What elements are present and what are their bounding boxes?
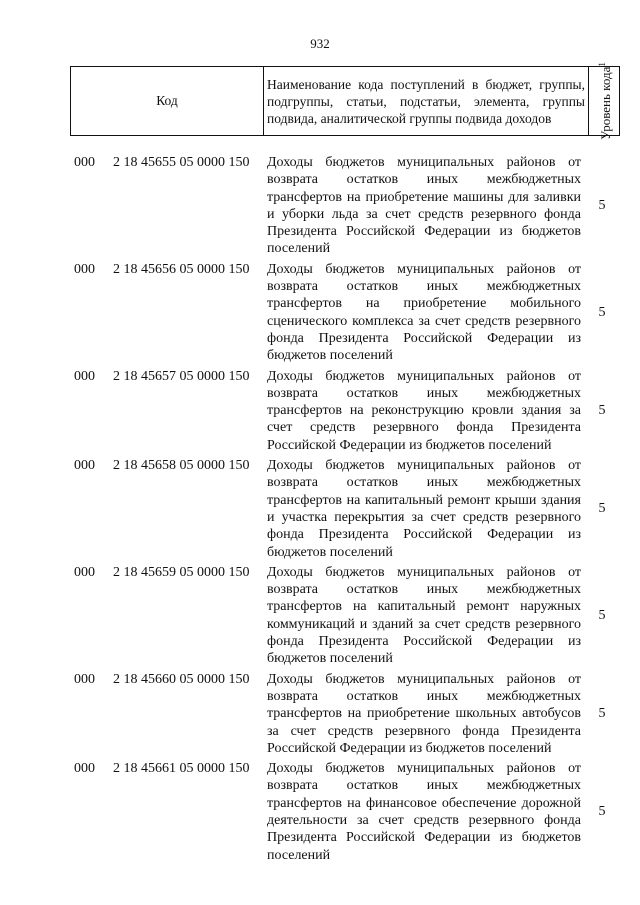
header-level <box>589 62 620 140</box>
row-code: 2 18 45656 05 0000 150 <box>113 261 250 277</box>
table-row <box>0 368 640 454</box>
row-name: Доходы бюджетов муниципальных районов от возврата остатков иных межбюджетных трансфертов на приобретение машины для заливки и уборки льда за счет средств резервного фонда Президента Российской Федерации из бюджетов поселений <box>267 155 581 257</box>
table-row <box>0 564 640 668</box>
row-code: 2 18 45657 05 0000 150 <box>113 368 250 384</box>
row-name: Доходы бюджетов муниципальных районов от возврата остатков иных межбюджетных трансфертов на финансовое обеспечение дорожной деятельности за счет средств резервного фонда Президента Российской Федерации из бюджетов поселений <box>267 761 581 863</box>
row-code: 2 18 45659 05 0000 150 <box>113 564 250 580</box>
row-level: 5 <box>598 803 606 819</box>
row-number: 000 <box>74 368 95 384</box>
row-level: 5 <box>598 705 606 721</box>
row-code: 2 18 45658 05 0000 150 <box>113 458 250 474</box>
page-number: 932 <box>310 36 330 51</box>
header-level-footnote: 1 <box>596 62 607 67</box>
row-level: 5 <box>598 500 606 516</box>
row-code: 2 18 45660 05 0000 150 <box>113 671 250 687</box>
header-level-label <box>595 62 613 140</box>
row-number: 000 <box>74 564 95 580</box>
table-row <box>0 760 640 864</box>
row-level: 5 <box>598 402 606 418</box>
header-code: Код <box>71 67 264 136</box>
row-code: 2 18 45661 05 0000 150 <box>113 761 250 777</box>
header-level-text: Уровень кода <box>598 66 614 140</box>
row-number: 000 <box>74 261 95 277</box>
row-number: 000 <box>74 671 95 687</box>
row-name: Доходы бюджетов муниципальных районов от возврата остатков иных межбюджетных трансфертов на капитальный ремонт крыши здания и участка перекрытия за счет средств резервного фонда Президента Российской Федерации из бюджетов поселений <box>267 458 581 560</box>
row-level: 5 <box>598 304 606 320</box>
table-body <box>0 154 640 867</box>
row-level: 5 <box>598 607 606 623</box>
row-code: 2 18 45655 05 0000 150 <box>113 155 250 170</box>
row-name: Доходы бюджетов муниципальных районов от возврата остатков иных межбюджетных трансфертов на приобретение школьных автобусов за счет средств резервного фонда Президента Российской Федерации из бюджетов поселений <box>267 671 581 756</box>
table-row <box>0 457 640 561</box>
row-name: Доходы бюджетов муниципальных районов от возврата остатков иных межбюджетных трансфертов на капитальный ремонт наружных коммуникаций и зданий за счет средств резервного фонда Президента Российской Федерации из бюджетов поселений <box>267 564 581 667</box>
row-name: Доходы бюджетов муниципальных районов от возврата остатков иных межбюджетных трансфертов на приобретение мобильного сценического комплекса за счет средств резервного фонда Президента Российской Федерации из бюджетов поселений <box>267 261 581 364</box>
header-name: Наименование кода поступлений в бюджет, группы, подгруппы, статьи, подстатьи, элемента, группы подвида, аналитической группы подвида доходов <box>264 67 589 136</box>
table-header <box>70 62 620 140</box>
row-number: 000 <box>74 155 95 170</box>
row-level: 5 <box>598 197 606 213</box>
row-number: 000 <box>74 458 95 474</box>
table-row <box>0 671 640 757</box>
table-row <box>0 154 640 258</box>
row-name: Доходы бюджетов муниципальных районов от возврата остатков иных межбюджетных трансфертов на реконструкцию кровли здания за счет средств резервного фонда Президента Российской Федерации из бюджетов поселений <box>267 368 581 453</box>
table-row <box>0 261 640 365</box>
row-number: 000 <box>74 761 95 777</box>
